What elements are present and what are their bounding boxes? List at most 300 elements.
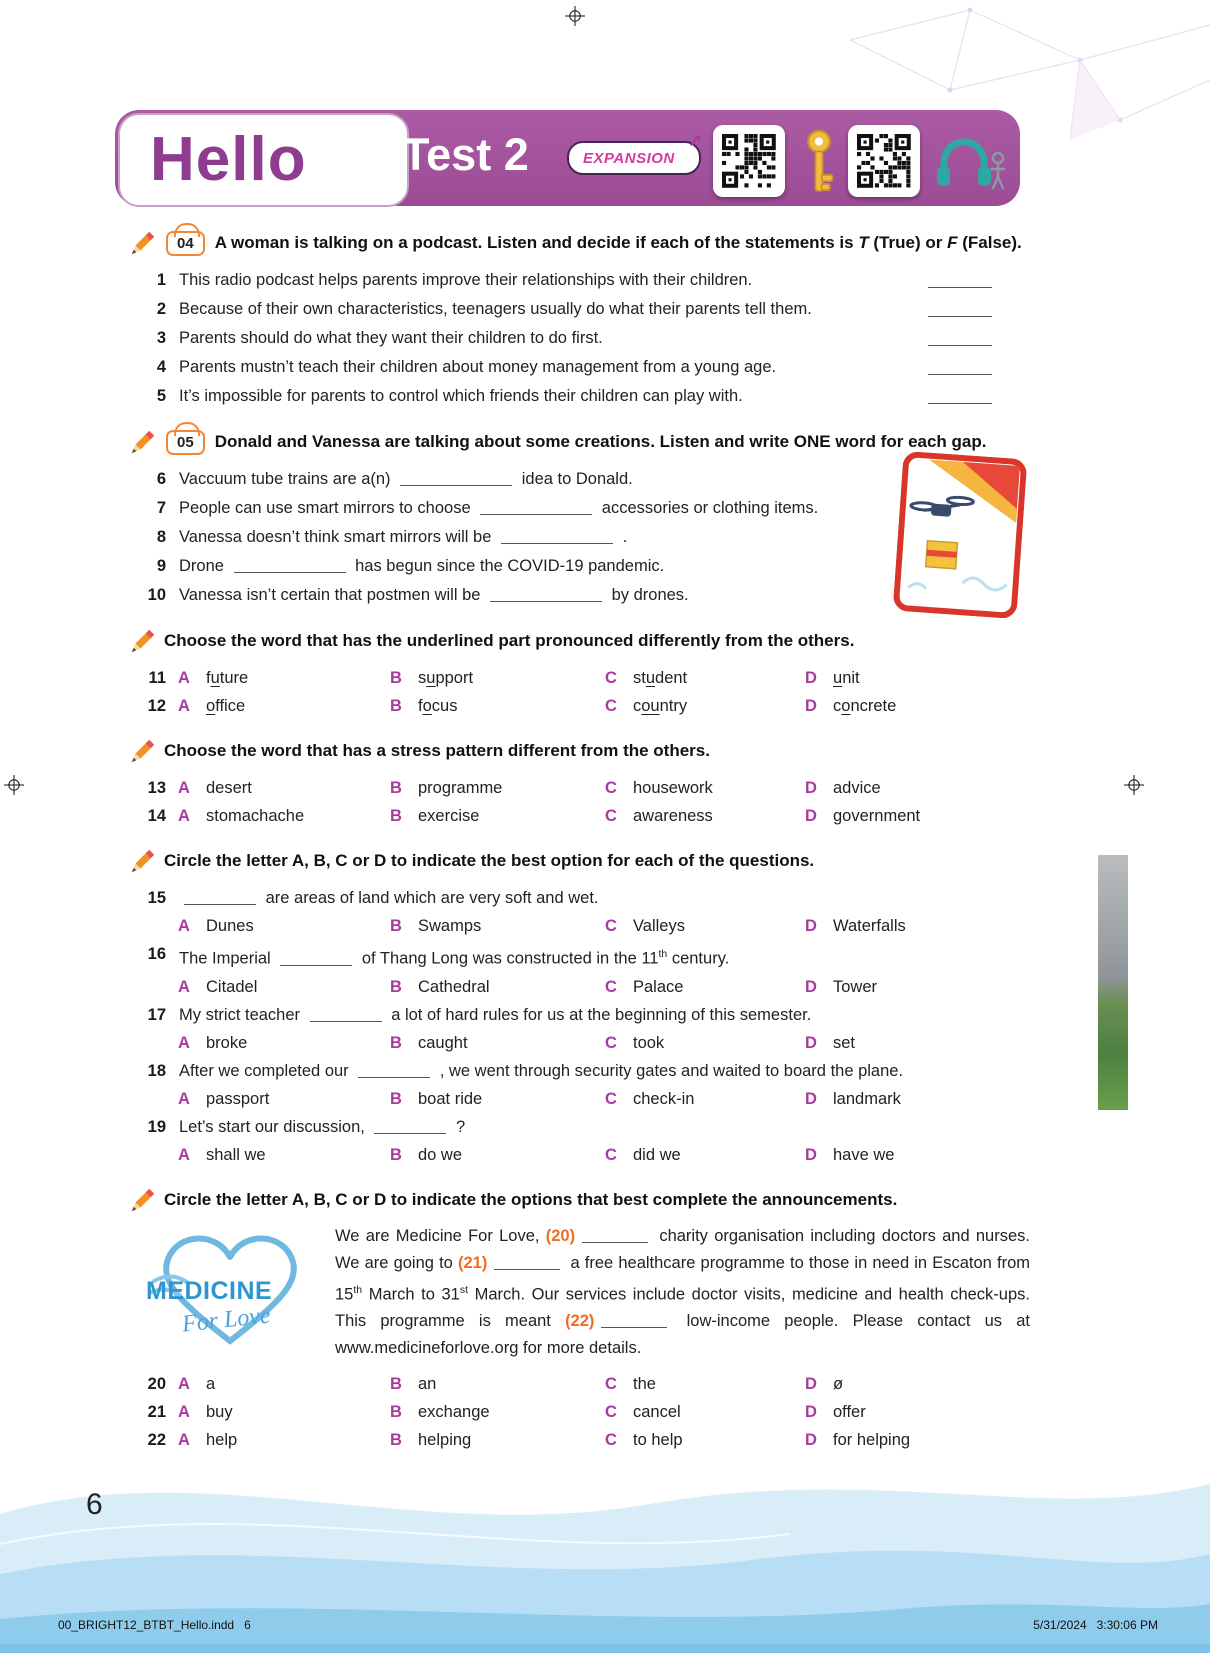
text: century. (667, 949, 730, 968)
text: low-income people. Please contact us at www.medicineforlove.org for more details. (335, 1312, 1030, 1357)
option-text: check-in (633, 1089, 695, 1108)
option-a (178, 1141, 390, 1169)
option-c (605, 802, 805, 830)
option-letter: D (805, 779, 817, 797)
option-letter: A (178, 1403, 190, 1421)
option-text: the (633, 1375, 656, 1393)
text: Vaccuum tube trains are a(n) (179, 470, 396, 488)
answer-blank (928, 353, 992, 375)
text: c (633, 697, 642, 715)
option-c (605, 973, 805, 1001)
gap-fill-items (140, 465, 1030, 610)
option-letter: B (390, 697, 402, 715)
option-letter: D (805, 697, 817, 715)
option-letter: C (605, 697, 617, 715)
section-instruction: Choose the word that has the underlined part pronounced differently from the others. (164, 631, 855, 650)
option-letter: B (390, 1033, 402, 1052)
answer-blank (928, 266, 992, 288)
option-text: do we (418, 1145, 463, 1164)
gap-number: (21) (457, 1253, 488, 1272)
page-content (140, 228, 1030, 1454)
gap-item (140, 494, 1030, 523)
option-letter: B (390, 1431, 402, 1449)
option-text: helping (418, 1431, 472, 1449)
option-text: Waterfalls (833, 917, 906, 935)
registration-mark (1124, 775, 1144, 795)
option-a (178, 912, 390, 940)
text: accessories or clothing items. (597, 499, 819, 517)
option-letter: C (605, 779, 617, 797)
underlined-part: o (206, 697, 216, 715)
pencil-icon (128, 228, 160, 258)
option-text: an (418, 1375, 437, 1393)
option-letter: A (178, 1375, 190, 1393)
section-header (128, 736, 1030, 766)
superscript: st (459, 1283, 469, 1296)
option-a (178, 692, 390, 720)
options (178, 1141, 1030, 1169)
option-text: passport (206, 1089, 270, 1108)
text: f (206, 669, 211, 687)
text: People can use smart mirrors to choose (179, 499, 476, 517)
option-c (605, 1029, 805, 1057)
question-number: 19 (147, 1117, 166, 1136)
options (178, 1029, 1030, 1057)
option-text: Dunes (206, 917, 254, 935)
question (140, 1057, 1030, 1085)
question-number: 12 (147, 697, 166, 715)
text: dent (655, 669, 688, 687)
answer-blank (234, 558, 346, 573)
option-text: government (833, 807, 921, 825)
announcement-block (140, 1223, 1030, 1363)
option-b (390, 1085, 605, 1113)
pencil-icon (128, 626, 160, 656)
options (178, 664, 1030, 692)
sentence-text (179, 494, 818, 523)
options (178, 802, 1030, 830)
option-letter: D (805, 807, 817, 825)
option-text (833, 669, 860, 687)
option-letter: B (390, 1403, 402, 1421)
option-b (390, 692, 605, 720)
option-letter: A (178, 917, 190, 935)
question (140, 940, 1030, 973)
option-d (805, 912, 1030, 940)
text: The Imperial (179, 949, 276, 968)
registration-mark (4, 775, 24, 795)
section-multiple-choice (140, 846, 1030, 1169)
print-file-info: 00_BRIGHT12_BTBT_Hello.indd 6 (58, 1618, 251, 1632)
option-row (140, 802, 1030, 830)
option-a (178, 973, 390, 1001)
footer-wave-decoration (0, 1394, 1210, 1644)
text: (False). (957, 233, 1022, 252)
question-number: 11 (148, 669, 166, 687)
question-text (179, 940, 729, 973)
underlined-part: u (833, 669, 843, 687)
logo-text: MEDICINE (146, 1276, 273, 1305)
option-text: housework (633, 779, 713, 797)
question-number: 18 (147, 1061, 166, 1080)
tf-item (140, 266, 992, 295)
option-letter: A (178, 697, 190, 715)
option-b (390, 664, 605, 692)
pencil-icon (128, 427, 160, 457)
option-b (390, 802, 605, 830)
option-b (390, 973, 605, 1001)
option-row (140, 1029, 1030, 1057)
superscript: th (353, 1283, 363, 1296)
tf-item (140, 324, 992, 353)
unit-title-pill (118, 113, 409, 207)
option-letter: C (605, 1033, 617, 1052)
multiple-choice-items (140, 884, 1030, 1169)
page-number: 6 (86, 1488, 103, 1521)
text: We are Medicine For Love, (335, 1226, 546, 1245)
test-title: Test 2 (402, 129, 529, 180)
tf-item (140, 382, 992, 411)
question (140, 1001, 1030, 1029)
option-letter: B (390, 977, 402, 996)
option-letter: A (178, 1033, 190, 1052)
option-text: for helping (833, 1431, 911, 1449)
option-text: exercise (418, 807, 480, 825)
option-d (805, 664, 1030, 692)
option-letter: B (390, 779, 402, 797)
answer-blank (490, 587, 602, 602)
options (178, 973, 1030, 1001)
option-d (805, 1141, 1030, 1169)
text: March to 31 (362, 1285, 460, 1303)
answer-blank (501, 529, 613, 544)
option-b (390, 774, 605, 802)
pencil-icon (128, 846, 160, 876)
option-text: Citadel (206, 977, 258, 996)
underlined-part: ou (641, 697, 660, 715)
text: (True) or (868, 233, 948, 252)
option-text: help (206, 1431, 238, 1449)
sentence-text (179, 465, 633, 494)
option-text: took (633, 1033, 665, 1052)
option-c (605, 1141, 805, 1169)
option-row (140, 1141, 1030, 1169)
option-a (178, 1085, 390, 1113)
qr-code-pattern (857, 134, 911, 188)
text: ture (219, 669, 249, 687)
option-letter: D (805, 1145, 817, 1164)
answer-blank (280, 951, 352, 966)
option-text: boat ride (418, 1089, 483, 1108)
option-text: caught (418, 1033, 468, 1052)
expansion-badge (567, 131, 703, 175)
option-c (605, 912, 805, 940)
answer-blank (928, 382, 992, 404)
option-text: Palace (633, 977, 684, 996)
expansion-label: EXPANSION (583, 149, 675, 167)
question-text (179, 884, 599, 912)
question-number: 13 (147, 779, 166, 797)
text: Let’s start our discussion, (179, 1117, 370, 1136)
announcement-passage (335, 1223, 1030, 1363)
question-number: 1 (156, 271, 166, 289)
option-letter: A (178, 977, 190, 996)
option-text (418, 669, 473, 687)
question-number: 4 (156, 358, 166, 376)
text: a lot of hard rules for us at the beginning of this semester. (386, 1005, 812, 1024)
option-letter: C (605, 1403, 617, 1421)
option-letter: A (178, 1089, 190, 1108)
section-instruction: Choose the word that has a stress pattern different from the others. (164, 741, 710, 760)
section-listening-true-false (140, 228, 1030, 411)
option-letter: B (390, 807, 402, 825)
option-text: to help (633, 1431, 683, 1449)
underlined-part: o (841, 697, 851, 715)
option-letter: C (605, 977, 617, 996)
option-text: advice (833, 779, 881, 797)
option-text: desert (206, 779, 252, 797)
pencil-icon (128, 1185, 160, 1215)
underlined-part: o (422, 697, 432, 715)
question-number: 14 (147, 807, 166, 825)
option-letter: B (390, 1089, 402, 1108)
option-a (178, 664, 390, 692)
question-number: 21 (147, 1403, 166, 1421)
italic-text: F (947, 233, 958, 252)
header-banner (115, 110, 1020, 206)
option-letter: A (178, 1431, 190, 1449)
underlined-part: u (426, 669, 436, 687)
text: ffice (215, 697, 246, 715)
option-row (140, 1085, 1030, 1113)
section-header (128, 626, 1030, 656)
question-number: 22 (147, 1431, 166, 1449)
option-row (140, 692, 1030, 720)
option-c (605, 1085, 805, 1113)
option-text: shall we (206, 1145, 266, 1164)
statement-text: This radio podcast helps parents improve their relationships with their children. (179, 271, 753, 289)
option-letter: A (178, 779, 190, 797)
option-a (178, 802, 390, 830)
section-header (128, 427, 1030, 457)
text: , we went through security gates and waited to board the plane. (435, 1061, 904, 1080)
statement-text: It’s impossible for parents to control which friends their children can play with. (179, 387, 743, 405)
section-instruction: Circle the letter A, B, C or D to indicate the options that best complete the announcements. (164, 1189, 898, 1209)
qr-code-pattern (722, 134, 776, 188)
answer-blank (400, 471, 512, 486)
text: st (633, 669, 646, 687)
question (140, 1113, 1030, 1141)
answer-blank (494, 1255, 560, 1270)
print-timestamp: 5/31/2024 3:30:06 PM (1033, 1618, 1158, 1632)
tf-item (140, 295, 992, 324)
option-text: set (833, 1033, 856, 1052)
option-text: a (206, 1375, 216, 1393)
option-letter: D (805, 1403, 817, 1421)
section-header (128, 846, 1030, 876)
options (178, 912, 1030, 940)
gap-number: (22) (565, 1312, 595, 1330)
question-number: 15 (147, 889, 166, 907)
text: After we completed our (179, 1061, 354, 1080)
text: ntry (659, 697, 688, 715)
text: s (418, 669, 427, 687)
option-text: Tower (833, 977, 878, 996)
option-a (178, 1029, 390, 1057)
option-text (633, 697, 687, 715)
option-letter: C (605, 917, 617, 935)
answer-blank (582, 1228, 648, 1243)
option-text: did we (633, 1145, 681, 1164)
answer-blank (184, 890, 256, 905)
option-text: Swamps (418, 917, 482, 935)
arrow-up-right-icon: ↗ (688, 131, 703, 150)
statement-text: Because of their own characteristics, teenagers usually do what their parents tell them. (179, 300, 812, 318)
text: f (418, 697, 423, 715)
option-text: landmark (833, 1089, 901, 1108)
question (140, 884, 1030, 912)
section-instruction (215, 233, 1022, 253)
text: cus (431, 697, 458, 715)
option-letter: C (605, 1375, 617, 1393)
option-d (805, 973, 1030, 1001)
option-d (805, 692, 1030, 720)
answer-blank (310, 1007, 382, 1022)
underlined-part: u (210, 669, 220, 687)
text: Vanessa isn’t certain that postmen will be (179, 586, 486, 604)
question-text (179, 1113, 465, 1141)
text: idea to Donald. (517, 470, 633, 488)
gap-item (140, 581, 1030, 610)
option-row (140, 973, 1030, 1001)
option-letter: D (805, 977, 817, 996)
qr-code (713, 125, 785, 197)
section-header (128, 1185, 1030, 1215)
gap-item (140, 523, 1030, 552)
audio-track-badge: 05 (166, 430, 205, 455)
option-letter: A (178, 1145, 190, 1164)
option-letter: D (805, 669, 817, 687)
option-d (805, 774, 1030, 802)
options (178, 774, 1030, 802)
options (178, 692, 1030, 720)
question-text (179, 1001, 811, 1029)
option-row (140, 912, 1030, 940)
option-c (605, 774, 805, 802)
option-text: ø (833, 1375, 844, 1393)
text: has begun since the COVID-19 pandemic. (350, 557, 665, 575)
sentence-text (179, 581, 689, 610)
audio-track-badge: 04 (166, 231, 205, 256)
text: are areas of land which are very soft and wet. (261, 889, 599, 907)
option-letter: C (605, 1145, 617, 1164)
section-header (128, 228, 1030, 258)
answer-blank (480, 500, 592, 515)
answer-blank (601, 1313, 667, 1328)
option-c (605, 664, 805, 692)
stress-items (140, 774, 1030, 830)
text: a free healthcare programme to those in need in Escaton from 15 (335, 1253, 1030, 1303)
option-letter: B (390, 669, 402, 687)
text: Drone (179, 557, 229, 575)
option-text (206, 669, 248, 687)
question-number: 10 (147, 586, 166, 604)
option-letter: B (390, 1145, 402, 1164)
question-number: 7 (156, 499, 166, 517)
qr-code (848, 125, 920, 197)
key-icon (799, 128, 839, 200)
text: charity organisation including doctors and nurses. We are going to (335, 1226, 1030, 1272)
statement-text: Parents mustn’t teach their children about money management from a young age. (179, 358, 777, 376)
option-letter: D (805, 1089, 817, 1108)
sentence-text (179, 523, 627, 552)
option-letter: A (178, 669, 190, 687)
underlined-part: u (645, 669, 656, 687)
bottom-color-bar (0, 1644, 1210, 1653)
answer-blank (374, 1119, 446, 1134)
pencil-icon (128, 736, 160, 766)
question-number: 17 (147, 1005, 166, 1024)
text: nit (842, 669, 860, 687)
option-letter: D (805, 1033, 817, 1052)
section-instruction: Circle the letter A, B, C or D to indicate the best option for each of the questions. (164, 851, 815, 870)
option-text (206, 697, 245, 715)
italic-text: T (858, 233, 869, 252)
page-edge-photo (1098, 855, 1128, 1110)
text: c (833, 697, 842, 715)
medicine-for-love-logo (140, 1223, 335, 1355)
true-false-items (140, 266, 1030, 411)
section-stress-pattern (140, 736, 1030, 830)
gap-item (140, 552, 1030, 581)
text: ncrete (850, 697, 897, 715)
option-b (390, 1141, 605, 1169)
section-pronunciation (140, 626, 1030, 720)
question-number: 6 (156, 470, 166, 488)
option-letter: C (605, 807, 617, 825)
text: pport (435, 669, 474, 687)
option-a (178, 774, 390, 802)
option-text: programme (418, 779, 503, 797)
option-b (390, 1029, 605, 1057)
option-letter: B (390, 917, 402, 935)
text: . (617, 528, 628, 546)
option-row (140, 774, 1030, 802)
question-number: 5 (156, 387, 166, 405)
answer-blank (928, 324, 992, 346)
text: Vanessa doesn’t think smart mirrors will be (179, 528, 496, 546)
options (178, 1085, 1030, 1113)
option-text: Valleys (633, 917, 685, 935)
question-number: 3 (156, 329, 166, 347)
option-letter: B (390, 1375, 402, 1393)
sentence-text (179, 552, 664, 581)
tf-item (140, 353, 992, 382)
gap-item (140, 465, 1030, 494)
statement-text: Parents should do what they want their children to do first. (179, 329, 603, 347)
unit-title: Hello (150, 125, 307, 194)
text: ? (451, 1117, 466, 1136)
question-number: 2 (156, 300, 166, 318)
text: My strict teacher (179, 1005, 305, 1024)
option-row (140, 664, 1030, 692)
text: March. Our services include doctor visits, medicine and health check-ups. This programme is meant (335, 1285, 1030, 1330)
section-instruction: Donald and Vanessa are talking about some creations. Listen and write ONE word for each gap. (214, 432, 987, 451)
answer-blank (928, 295, 992, 317)
question-number: 20 (147, 1375, 166, 1393)
option-text: have we (833, 1145, 895, 1164)
option-text (833, 697, 896, 715)
